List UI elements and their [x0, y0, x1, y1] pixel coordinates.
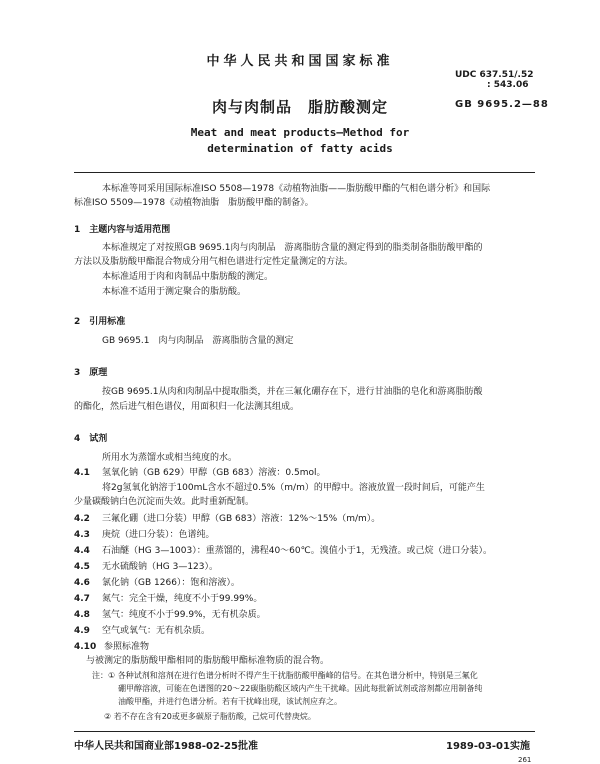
issuing-organization: 中华人民共和国国家标准	[206, 54, 394, 69]
title-english-line1: Meat and meat products—Method for	[190, 126, 410, 139]
item-text: 氯化钠（GB 1266）：饱和溶液）。	[102, 578, 240, 588]
intro-line: 标准ISO 5509—1978《动植物油脂 脂肪酸甲酯的制备》。	[74, 198, 314, 208]
item-number: 4.10	[74, 642, 97, 652]
standard-number: GB 9695.2—88	[455, 99, 549, 110]
body-line: 按GB 9695.1从肉和肉制品中提取脂类，并在三氟化硼存在下，进行甘油脂的皂化和游离脂肪酸	[102, 387, 483, 397]
item-text: 庚烷（进口分装）：色谱纯。	[102, 530, 215, 540]
section-heading: 3 原理	[74, 368, 108, 378]
item-text: 空气或氧气：无有机杂质。	[102, 626, 211, 636]
item-text: 氢气：纯度不小于99.9%，无有机杂质。	[102, 610, 266, 620]
item-number: 4.3	[74, 530, 90, 540]
section-heading: 1 主题内容与适用范围	[74, 225, 171, 235]
item-text: 与被测定的脂肪酸甲酯相同的脂肪酸甲酯标准物质的混合物。	[86, 656, 330, 666]
intro-line: 本标准等同采用国际标准ISO 5508—1978《动植物油脂——脂肪酸甲酯的气相色谱分析》和国际	[102, 184, 491, 194]
udc-code-line2: : 543.06	[487, 80, 529, 90]
section-heading: 4 试剂	[74, 434, 108, 444]
item-text: 参照标准物	[104, 642, 150, 652]
udc-code: UDC 637.51/.52	[455, 70, 534, 80]
header-rule	[74, 172, 535, 173]
item-number: 4.2	[74, 514, 90, 524]
body-line: 方法以及脂肪酸甲酯混合物成分用气相色谱进行定性定量测定的方法。	[74, 257, 354, 267]
item-number: 4.4	[74, 546, 90, 556]
body-line: 本标准适用于肉和肉制品中脂肪酸的测定。	[102, 272, 274, 282]
body-line: 本标准不适用于测定聚合的脂肪酸。	[102, 287, 247, 297]
item-number: 4.5	[74, 562, 90, 572]
item-text: 将2g氢氧化钠溶于100mL含水不超过0.5%（m/m）的甲醇中。溶液放置一段时间后，可能产生	[102, 483, 485, 493]
page-number: 261	[518, 756, 532, 764]
note-line: 注：① 各种试剂和溶剂在进行色谱分析时不得产生干扰脂肪酸甲酯峰的信号。在其色谱分析中，特别是三氟化	[92, 671, 478, 680]
approval-date: 中华人民共和国商业部1988-02-25批准	[74, 741, 258, 752]
title-chinese: 肉与肉制品 脂肪酸测定	[211, 98, 388, 116]
effective-date: 1989-03-01实施	[446, 741, 530, 752]
item-text: 少量碳酸钠白色沉淀而失效。此时重新配制。	[74, 497, 255, 507]
body-line: 的酯化，然后进气相色谱仪，用面积归一化法测其组成。	[74, 402, 300, 412]
note-line: 硼甲醇溶液，可能在色谱图的20～22碳脂肪酸区域内产生干扰峰。因此每批新试剂或溶剂都应用制备纯	[118, 684, 483, 693]
body-line: 所用水为蒸馏水或相当纯度的水。	[102, 453, 238, 463]
item-number: 4.7	[74, 594, 90, 604]
body-line: GB 9695.1 肉与肉制品 游离脂肪含量的测定	[102, 336, 294, 346]
item-text: 氮气：完全干燥，纯度不小于99.99%。	[102, 594, 263, 604]
section-heading: 2 引用标准	[74, 317, 126, 327]
item-number: 4.8	[74, 610, 90, 620]
item-text: 三氟化硼（进口分装）甲醇（GB 683）溶液：12%～15%（m/m）。	[102, 514, 381, 524]
body-line: 本标准规定了对按照GB 9695.1肉与肉制品 游离脂肪含量的测定得到的脂类制备脂肪酸甲酯的	[102, 243, 483, 253]
item-text: 氢氧化钠（GB 629）甲醇（GB 683）溶液：0.5mol。	[102, 468, 326, 478]
item-number: 4.6	[74, 578, 90, 588]
item-text: 无水硫酸钠（HG 3—123）。	[102, 562, 219, 572]
note-line: 油酸甲酯，并进行色谱分析。若有干扰峰出现，该试剂应弃之。	[118, 697, 342, 706]
note-line: ② 若不存在含有20或更多碳原子脂肪酸，己烷可代替庚烷。	[104, 712, 316, 721]
item-text: 石油醚（HG 3—1003）：重蒸馏的，沸程40～60℃。溴值小于1，无残渣。或己烷（进口分装）。	[102, 546, 492, 556]
item-number: 4.1	[74, 468, 90, 478]
footer-rule	[74, 731, 535, 732]
item-number: 4.9	[74, 626, 90, 636]
title-english-line2: determination of fatty acids	[207, 142, 393, 155]
